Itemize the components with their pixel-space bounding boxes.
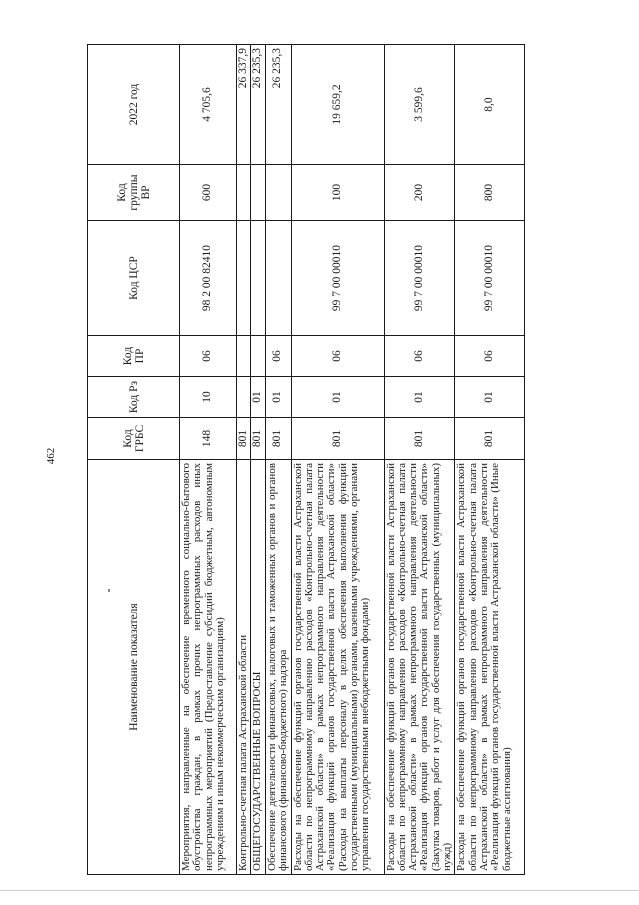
row-rz: 10 bbox=[180, 377, 237, 418]
row-amount: 26 235,3 bbox=[265, 45, 291, 165]
header-vr-group-code: Код группы ВР bbox=[88, 165, 180, 221]
row-csr bbox=[251, 221, 265, 336]
row-pr bbox=[237, 336, 251, 377]
row-pr bbox=[251, 336, 265, 377]
row-vr: 200 bbox=[384, 165, 455, 221]
row-name: Мероприятия, направленные на обеспечение временного социально-бытового обустройства граждан, в рамках прочих непрограммных расходов иных непрограммных мероприятий (Предоставление субсидий бюджетным, автономным учреждениям и иным некоммерческим организациям) bbox=[180, 460, 237, 875]
header-indicator-name: Наименование показателя bbox=[88, 460, 180, 875]
row-grbs: 801 bbox=[251, 418, 265, 460]
row-amount: 8,0 bbox=[455, 45, 525, 165]
table-row bbox=[237, 45, 251, 875]
row-vr bbox=[237, 165, 251, 221]
row-pr: 06 bbox=[455, 336, 525, 377]
table-row bbox=[384, 45, 455, 875]
row-rz: 01 bbox=[291, 377, 384, 418]
row-rz: 01 bbox=[455, 377, 525, 418]
rotated-table-container bbox=[87, 45, 518, 875]
header-pr-code: Код ПР bbox=[88, 336, 180, 377]
row-name: Расходы на обеспечение функций органов государственной власти Астраханской области по непрограммному направлению расходов «Контрольно-счетная палата Астраханской области» в рамках непрограммного направления деятельности «Реализация функций органов государственной власти Астраханской области» (Иные бюджетные ассигнования) bbox=[455, 460, 525, 875]
row-pr: 06 bbox=[291, 336, 384, 377]
row-vr: 600 bbox=[180, 165, 237, 221]
row-name: ОБЩЕГОСУДАРСТВЕННЫЕ ВОПРОСЫ bbox=[251, 460, 265, 875]
row-name: Обеспечение деятельности финансовых, налоговых и таможенных органов и органов финансового (финансово-бюджетного) надзора bbox=[265, 460, 291, 875]
row-amount: 19 659,2 bbox=[291, 45, 384, 165]
budget-table bbox=[87, 44, 525, 875]
row-vr: 800 bbox=[455, 165, 525, 221]
header-year-2022: 2022 год bbox=[88, 45, 180, 165]
table-row bbox=[455, 45, 525, 875]
row-name: Расходы на обеспечение функций органов государственной власти Астраханской области по непрограммному направлению расходов «Контрольно-счетная палата Астраханской области» в рамках непрограммного направления деятельности «Реализация функций органов государственной власти Астраханской области» (Закупка товаров, работ и услуг для обеспечения государственных (муниципальных) нужд) bbox=[384, 460, 455, 875]
row-grbs: 148 bbox=[180, 418, 237, 460]
row-csr: 99 7 00 00010 bbox=[291, 221, 384, 336]
row-vr: 100 bbox=[291, 165, 384, 221]
row-csr: 99 7 00 00010 bbox=[384, 221, 455, 336]
table-header-row bbox=[88, 45, 180, 875]
row-grbs: 801 bbox=[291, 418, 384, 460]
row-grbs: 801 bbox=[384, 418, 455, 460]
row-name: Расходы на обеспечение функций органов государственной власти Астраханской области по непрограммному направлению расходов «Контрольно-счетная палата Астраханской области» в рамках непрограммного направления деятельности «Реализация функций органов государственной власти Астраханской области» (Расходы на выплаты персоналу в целях обеспечения выполнения функций государственными (муниципальными) органами, казенными учреждениями, органами управления государственными внебюджетными фондами) bbox=[291, 460, 384, 875]
row-pr: 06 bbox=[180, 336, 237, 377]
row-vr bbox=[251, 165, 265, 221]
row-amount: 26 235,3 bbox=[251, 45, 265, 165]
row-grbs: 801 bbox=[265, 418, 291, 460]
row-amount: 26 337,9 bbox=[237, 45, 251, 165]
table-row bbox=[291, 45, 384, 875]
table-row bbox=[265, 45, 291, 875]
header-grbs-code: Код ГРБС bbox=[88, 418, 180, 460]
row-vr bbox=[265, 165, 291, 221]
row-csr bbox=[265, 221, 291, 336]
header-rz-code: Код Рз bbox=[88, 377, 180, 418]
row-grbs: 801 bbox=[455, 418, 525, 460]
table-row bbox=[251, 45, 265, 875]
page-number: 462 bbox=[45, 447, 57, 465]
row-name: Контрольно-счетная палата Астраханской области bbox=[237, 460, 251, 875]
row-amount: 3 599,6 bbox=[384, 45, 455, 165]
row-csr: 99 7 00 00010 bbox=[455, 221, 525, 336]
row-grbs: 801 bbox=[237, 418, 251, 460]
row-pr: 06 bbox=[384, 336, 455, 377]
scan-edge-line bbox=[0, 890, 639, 891]
row-amount: 4 705,6 bbox=[180, 45, 237, 165]
row-pr: 06 bbox=[265, 336, 291, 377]
row-csr: 98 2 00 82410 bbox=[180, 221, 237, 336]
row-rz bbox=[237, 377, 251, 418]
row-rz: 01 bbox=[265, 377, 291, 418]
row-rz: 01 bbox=[251, 377, 265, 418]
header-csr-code: Код ЦСР bbox=[88, 221, 180, 336]
table-row bbox=[180, 45, 237, 875]
row-csr bbox=[237, 221, 251, 336]
row-rz: 01 bbox=[384, 377, 455, 418]
